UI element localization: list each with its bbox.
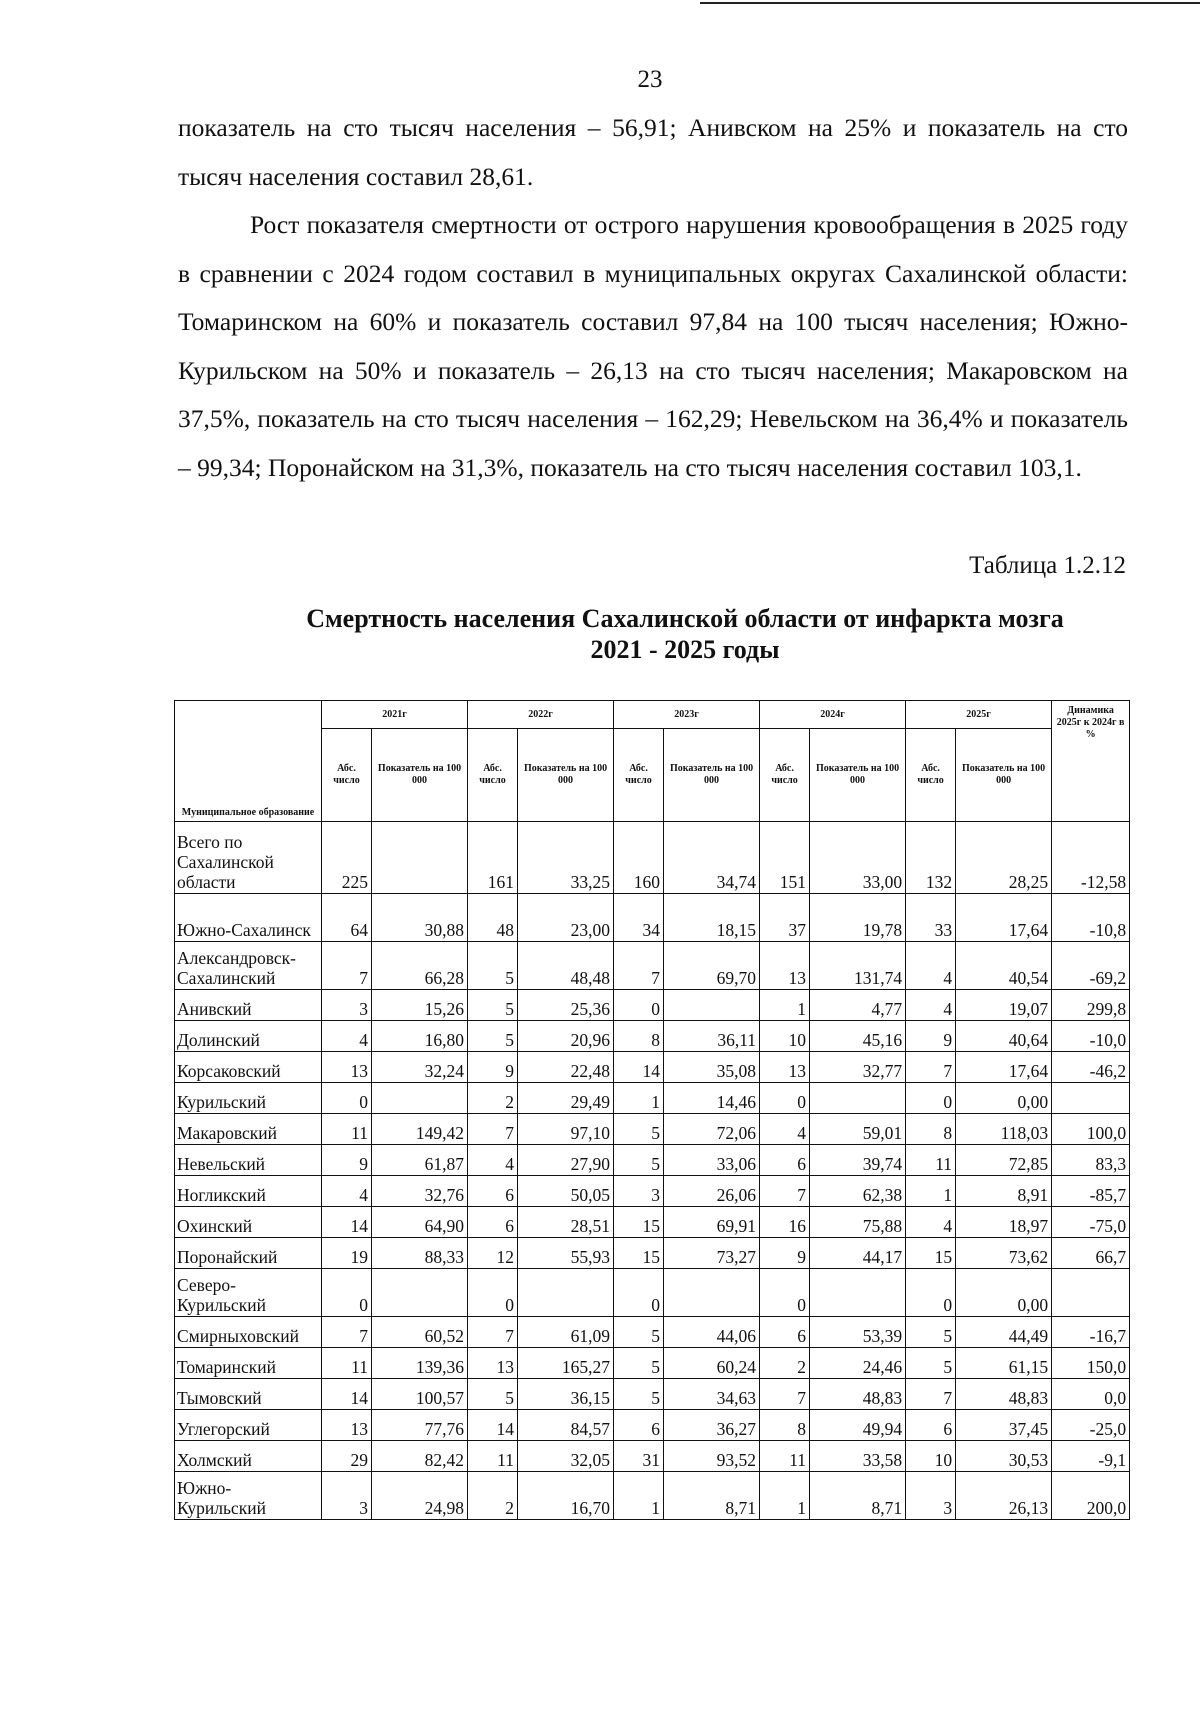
rate-cell: 4,77 [810,990,906,1021]
rate-cell: 30,88 [372,894,468,942]
rate-cell: 34,63 [664,1379,760,1410]
rate-cell: 49,94 [810,1410,906,1441]
abs-number-cell: 6 [468,1207,518,1238]
rate-cell: 61,09 [518,1317,614,1348]
municipality-name: Северо-Курильский [175,1269,322,1317]
abs-number-cell: 6 [760,1145,810,1176]
table-row [175,1083,1130,1114]
rate-cell [810,1269,906,1317]
page-number: 23 [637,66,663,93]
rate-cell [664,990,760,1021]
rate-cell: 36,11 [664,1021,760,1052]
dynamics-cell: -25,0 [1052,1410,1130,1441]
rate-header: Показатель на 100 000 [518,729,614,822]
municipality-name: Макаровский [175,1114,322,1145]
rate-header: Показатель на 100 000 [956,729,1052,822]
dynamics-cell: -85,7 [1052,1176,1130,1207]
municipality-column-header: Муниципальное образование [175,701,322,822]
rate-cell: 25,36 [518,990,614,1021]
rate-cell: 26,13 [956,1472,1052,1520]
rate-cell: 24,46 [810,1348,906,1379]
dynamics-cell: 299,8 [1052,990,1130,1021]
abs-number-cell: 14 [614,1052,664,1083]
rate-cell: 30,53 [956,1441,1052,1472]
year-header: 2025г [906,701,1052,729]
abs-number-cell: 0 [906,1269,956,1317]
abs-number-cell: 33 [906,894,956,942]
rate-cell: 73,62 [956,1238,1052,1269]
abs-number-cell: 7 [906,1379,956,1410]
dynamics-cell: 100,0 [1052,1114,1130,1145]
rate-cell: 64,90 [372,1207,468,1238]
rate-cell: 118,03 [956,1114,1052,1145]
year-header: 2024г [760,701,906,729]
rate-cell: 33,06 [664,1145,760,1176]
rate-cell [372,1269,468,1317]
abs-number-cell: 9 [906,1021,956,1052]
municipality-name: Всего по Сахалинской области [175,822,322,894]
abs-number-cell: 1 [760,1472,810,1520]
abs-number-cell: 3 [906,1472,956,1520]
abs-number-cell: 8 [614,1021,664,1052]
table-row [175,1441,1130,1472]
table-row [175,1145,1130,1176]
rate-cell: 72,85 [956,1145,1052,1176]
municipality-name: Курильский [175,1083,322,1114]
municipality-name: Долинский [175,1021,322,1052]
rate-cell: 15,26 [372,990,468,1021]
rate-cell: 8,71 [664,1472,760,1520]
rate-cell: 73,27 [664,1238,760,1269]
rate-cell: 28,25 [956,822,1052,894]
abs-number-header: Абс. число [906,729,956,822]
rate-cell: 27,90 [518,1145,614,1176]
table-row [175,1317,1130,1348]
rate-cell: 97,10 [518,1114,614,1145]
abs-number-cell: 5 [614,1379,664,1410]
rate-cell: 100,57 [372,1379,468,1410]
abs-number-cell: 6 [468,1176,518,1207]
rate-cell: 69,70 [664,942,760,990]
abs-number-cell: 4 [322,1176,372,1207]
abs-number-cell: 11 [322,1348,372,1379]
table-body [175,822,1130,1520]
abs-number-cell: 8 [906,1114,956,1145]
abs-number-cell: 3 [322,1472,372,1520]
abs-number-header: Абс. число [468,729,518,822]
rate-cell: 19,78 [810,894,906,942]
rate-cell: 61,87 [372,1145,468,1176]
rate-cell: 77,76 [372,1410,468,1441]
abs-number-cell: 4 [906,1207,956,1238]
dynamics-cell: -69,2 [1052,942,1130,990]
rate-cell: 36,27 [664,1410,760,1441]
abs-number-cell: 15 [614,1207,664,1238]
paragraph: Рост показателя смертности от острого нарушения кровообращения в 2025 году в сравнении с 2024 годом составил в муниципальных округах Сахалинской области: Томаринском на 60% и показатель составил 97,84 на 100 тысяч населения; Южно-Курильском на 50% и показатель – 26,13 на сто тысяч населения; Макаровском на 37,5%, показатель на сто тысяч населения – 162,29; Невельском на 36,4% и показатель – 99,34; Поронайском на 31,3%, показатель на сто тысяч населения составил 103,1. [178,210,1128,482]
abs-number-cell: 161 [468,822,518,894]
dynamics-cell: -12,58 [1052,822,1130,894]
rate-cell: 20,96 [518,1021,614,1052]
abs-number-cell: 4 [906,990,956,1021]
abs-number-cell: 7 [760,1379,810,1410]
abs-number-cell: 225 [322,822,372,894]
rate-cell: 35,08 [664,1052,760,1083]
abs-number-cell: 2 [468,1472,518,1520]
abs-number-cell: 4 [760,1114,810,1145]
abs-number-cell: 11 [906,1145,956,1176]
rate-cell: 82,42 [372,1441,468,1472]
municipality-name: Тымовский [175,1379,322,1410]
rate-cell: 44,49 [956,1317,1052,1348]
abs-number-cell: 48 [468,894,518,942]
abs-number-cell: 34 [614,894,664,942]
abs-number-cell: 3 [614,1176,664,1207]
abs-number-cell: 2 [760,1348,810,1379]
rate-cell: 165,27 [518,1348,614,1379]
rate-cell [810,1083,906,1114]
table-row [175,1410,1130,1441]
table-row [175,1176,1130,1207]
rate-cell: 33,58 [810,1441,906,1472]
rate-cell: 24,98 [372,1472,468,1520]
rate-cell: 32,24 [372,1052,468,1083]
rate-cell: 14,46 [664,1083,760,1114]
table-row [175,942,1130,990]
rate-cell: 37,45 [956,1410,1052,1441]
abs-number-cell: 6 [760,1317,810,1348]
abs-number-header: Абс. число [760,729,810,822]
rate-header: Показатель на 100 000 [664,729,760,822]
abs-number-cell: 4 [906,942,956,990]
abs-number-cell: 1 [760,990,810,1021]
rate-cell: 55,93 [518,1238,614,1269]
rate-cell: 16,70 [518,1472,614,1520]
rate-cell: 36,15 [518,1379,614,1410]
abs-number-cell: 14 [468,1410,518,1441]
table-row [175,1021,1130,1052]
rate-cell: 17,64 [956,894,1052,942]
year-header: 2021г [322,701,468,729]
municipality-name: Охинский [175,1207,322,1238]
table-row [175,1379,1130,1410]
abs-number-cell: 14 [322,1379,372,1410]
dynamics-cell: -9,1 [1052,1441,1130,1472]
abs-number-cell: 11 [322,1114,372,1145]
rate-cell: 139,36 [372,1348,468,1379]
abs-number-cell: 8 [760,1410,810,1441]
rate-cell: 32,05 [518,1441,614,1472]
abs-number-cell: 9 [468,1052,518,1083]
rate-cell: 84,57 [518,1410,614,1441]
table-row [175,1269,1130,1317]
table-title-line: Смертность населения Сахалинской области от инфаркта мозга [306,604,1064,633]
abs-number-cell: 13 [322,1052,372,1083]
table-row [175,1472,1130,1520]
table-row [175,1052,1130,1083]
abs-number-cell: 0 [322,1269,372,1317]
abs-number-cell: 5 [906,1317,956,1348]
table-row [175,1238,1130,1269]
rate-cell: 17,64 [956,1052,1052,1083]
dynamics-cell: 200,0 [1052,1472,1130,1520]
table-title [250,603,1120,665]
rate-cell: 19,07 [956,990,1052,1021]
abs-number-cell: 29 [322,1441,372,1472]
rate-cell [664,1269,760,1317]
top-border-line [700,2,1200,4]
abs-number-cell: 5 [468,990,518,1021]
abs-number-cell: 7 [760,1176,810,1207]
body-text [178,104,1128,492]
abs-number-cell: 10 [760,1021,810,1052]
abs-number-cell: 7 [322,1317,372,1348]
abs-number-cell: 37 [760,894,810,942]
rate-header: Показатель на 100 000 [372,729,468,822]
dynamics-cell [1052,1269,1130,1317]
rate-cell: 50,05 [518,1176,614,1207]
rate-cell: 26,06 [664,1176,760,1207]
abs-number-cell: 19 [322,1238,372,1269]
dynamics-cell: -16,7 [1052,1317,1130,1348]
rate-cell: 48,83 [810,1379,906,1410]
abs-number-cell: 7 [322,942,372,990]
rate-cell: 59,01 [810,1114,906,1145]
table-row [175,1348,1130,1379]
municipality-name: Холмский [175,1441,322,1472]
rate-cell: 28,51 [518,1207,614,1238]
table-row [175,1114,1130,1145]
abs-number-cell: 2 [468,1083,518,1114]
rate-cell: 44,06 [664,1317,760,1348]
abs-number-cell: 7 [468,1317,518,1348]
abs-number-cell: 9 [322,1145,372,1176]
dynamics-cell: -10,8 [1052,894,1130,942]
abs-number-cell: 5 [614,1114,664,1145]
municipality-name: Поронайский [175,1238,322,1269]
abs-number-cell: 1 [614,1083,664,1114]
rate-cell: 39,74 [810,1145,906,1176]
abs-number-cell: 0 [906,1083,956,1114]
rate-cell: 18,97 [956,1207,1052,1238]
municipality-name: Александровск-Сахалинский [175,942,322,990]
abs-number-cell: 5 [614,1317,664,1348]
rate-header: Показатель на 100 000 [810,729,906,822]
rate-cell: 34,74 [664,822,760,894]
abs-number-cell: 151 [760,822,810,894]
abs-number-cell: 4 [468,1145,518,1176]
table-label: Таблица 1.2.12 [969,552,1126,579]
abs-number-cell: 5 [468,1379,518,1410]
mortality-table [174,700,1130,1520]
rate-cell: 53,39 [810,1317,906,1348]
abs-number-cell: 1 [614,1472,664,1520]
abs-number-cell: 0 [760,1083,810,1114]
abs-number-cell: 5 [614,1348,664,1379]
rate-cell: 131,74 [810,942,906,990]
abs-number-cell: 13 [322,1410,372,1441]
rate-cell: 61,15 [956,1348,1052,1379]
abs-number-cell: 5 [468,1021,518,1052]
abs-number-cell: 4 [322,1021,372,1052]
rate-cell: 72,06 [664,1114,760,1145]
table-row [175,894,1130,942]
rate-cell: 0,00 [956,1269,1052,1317]
rate-cell: 32,77 [810,1052,906,1083]
rate-cell: 32,76 [372,1176,468,1207]
abs-number-cell: 64 [322,894,372,942]
rate-cell: 66,28 [372,942,468,990]
paragraph: показатель на сто тысяч населения – 56,91; Анивском на 25% и показатель на сто тысяч населения составил 28,61. [178,113,1128,191]
year-header: 2023г [614,701,760,729]
abs-number-cell: 15 [614,1238,664,1269]
dynamics-cell: -46,2 [1052,1052,1130,1083]
abs-number-cell: 5 [614,1145,664,1176]
municipality-name: Корсаковский [175,1052,322,1083]
abs-number-cell: 13 [760,1052,810,1083]
rate-cell: 8,91 [956,1176,1052,1207]
dynamics-cell [1052,1083,1130,1114]
dynamics-cell: -75,0 [1052,1207,1130,1238]
dynamics-cell: 0,0 [1052,1379,1130,1410]
rate-cell: 33,25 [518,822,614,894]
municipality-name: Углегорский [175,1410,322,1441]
rate-cell: 16,80 [372,1021,468,1052]
abs-number-cell: 11 [760,1441,810,1472]
rate-cell: 45,16 [810,1021,906,1052]
rate-cell [372,1083,468,1114]
rate-cell: 29,49 [518,1083,614,1114]
abs-number-cell: 9 [760,1238,810,1269]
rate-cell: 18,15 [664,894,760,942]
dynamics-cell: 66,7 [1052,1238,1130,1269]
dynamics-column-header: Динамика 2025г к 2024г в % [1052,701,1130,822]
year-header: 2022г [468,701,614,729]
municipality-name: Южно-Курильский [175,1472,322,1520]
rate-cell: 48,83 [956,1379,1052,1410]
abs-number-cell: 0 [614,990,664,1021]
rate-cell: 40,64 [956,1021,1052,1052]
municipality-name: Томаринский [175,1348,322,1379]
table-row [175,1207,1130,1238]
abs-number-cell: 7 [906,1052,956,1083]
abs-number-header: Абс. число [614,729,664,822]
rate-cell [518,1269,614,1317]
abs-number-cell: 0 [760,1269,810,1317]
abs-number-cell: 11 [468,1441,518,1472]
rate-cell [372,822,468,894]
dynamics-cell: 150,0 [1052,1348,1130,1379]
rate-cell: 23,00 [518,894,614,942]
table-row [175,822,1130,894]
rate-cell: 60,24 [664,1348,760,1379]
abs-number-cell: 1 [906,1176,956,1207]
rate-cell: 40,54 [956,942,1052,990]
rate-cell: 60,52 [372,1317,468,1348]
abs-number-header: Абс. число [322,729,372,822]
abs-number-cell: 7 [614,942,664,990]
rate-cell: 22,48 [518,1052,614,1083]
dynamics-cell: 83,3 [1052,1145,1130,1176]
dynamics-cell: -10,0 [1052,1021,1130,1052]
abs-number-cell: 0 [614,1269,664,1317]
rate-cell: 8,71 [810,1472,906,1520]
abs-number-cell: 6 [906,1410,956,1441]
abs-number-cell: 7 [468,1114,518,1145]
abs-number-cell: 13 [760,942,810,990]
abs-number-cell: 0 [322,1083,372,1114]
abs-number-cell: 132 [906,822,956,894]
municipality-name: Невельский [175,1145,322,1176]
rate-cell: 48,48 [518,942,614,990]
municipality-name: Южно-Сахалинск [175,894,322,942]
abs-number-cell: 15 [906,1238,956,1269]
abs-number-cell: 0 [468,1269,518,1317]
rate-cell: 75,88 [810,1207,906,1238]
municipality-name: Смирныховский [175,1317,322,1348]
rate-cell: 0,00 [956,1083,1052,1114]
abs-number-cell: 12 [468,1238,518,1269]
abs-number-cell: 160 [614,822,664,894]
rate-cell: 88,33 [372,1238,468,1269]
abs-number-cell: 5 [468,942,518,990]
abs-number-cell: 6 [614,1410,664,1441]
table-row [175,990,1130,1021]
municipality-name: Ногликский [175,1176,322,1207]
municipality-name: Анивский [175,990,322,1021]
rate-cell: 69,91 [664,1207,760,1238]
rate-cell: 93,52 [664,1441,760,1472]
rate-cell: 149,42 [372,1114,468,1145]
table-title-line: 2021 - 2025 годы [590,635,780,664]
abs-number-cell: 10 [906,1441,956,1472]
abs-number-cell: 31 [614,1441,664,1472]
abs-number-cell: 14 [322,1207,372,1238]
abs-number-cell: 16 [760,1207,810,1238]
abs-number-cell: 3 [322,990,372,1021]
abs-number-cell: 5 [906,1348,956,1379]
rate-cell: 33,00 [810,822,906,894]
rate-cell: 44,17 [810,1238,906,1269]
abs-number-cell: 13 [468,1348,518,1379]
rate-cell: 62,38 [810,1176,906,1207]
